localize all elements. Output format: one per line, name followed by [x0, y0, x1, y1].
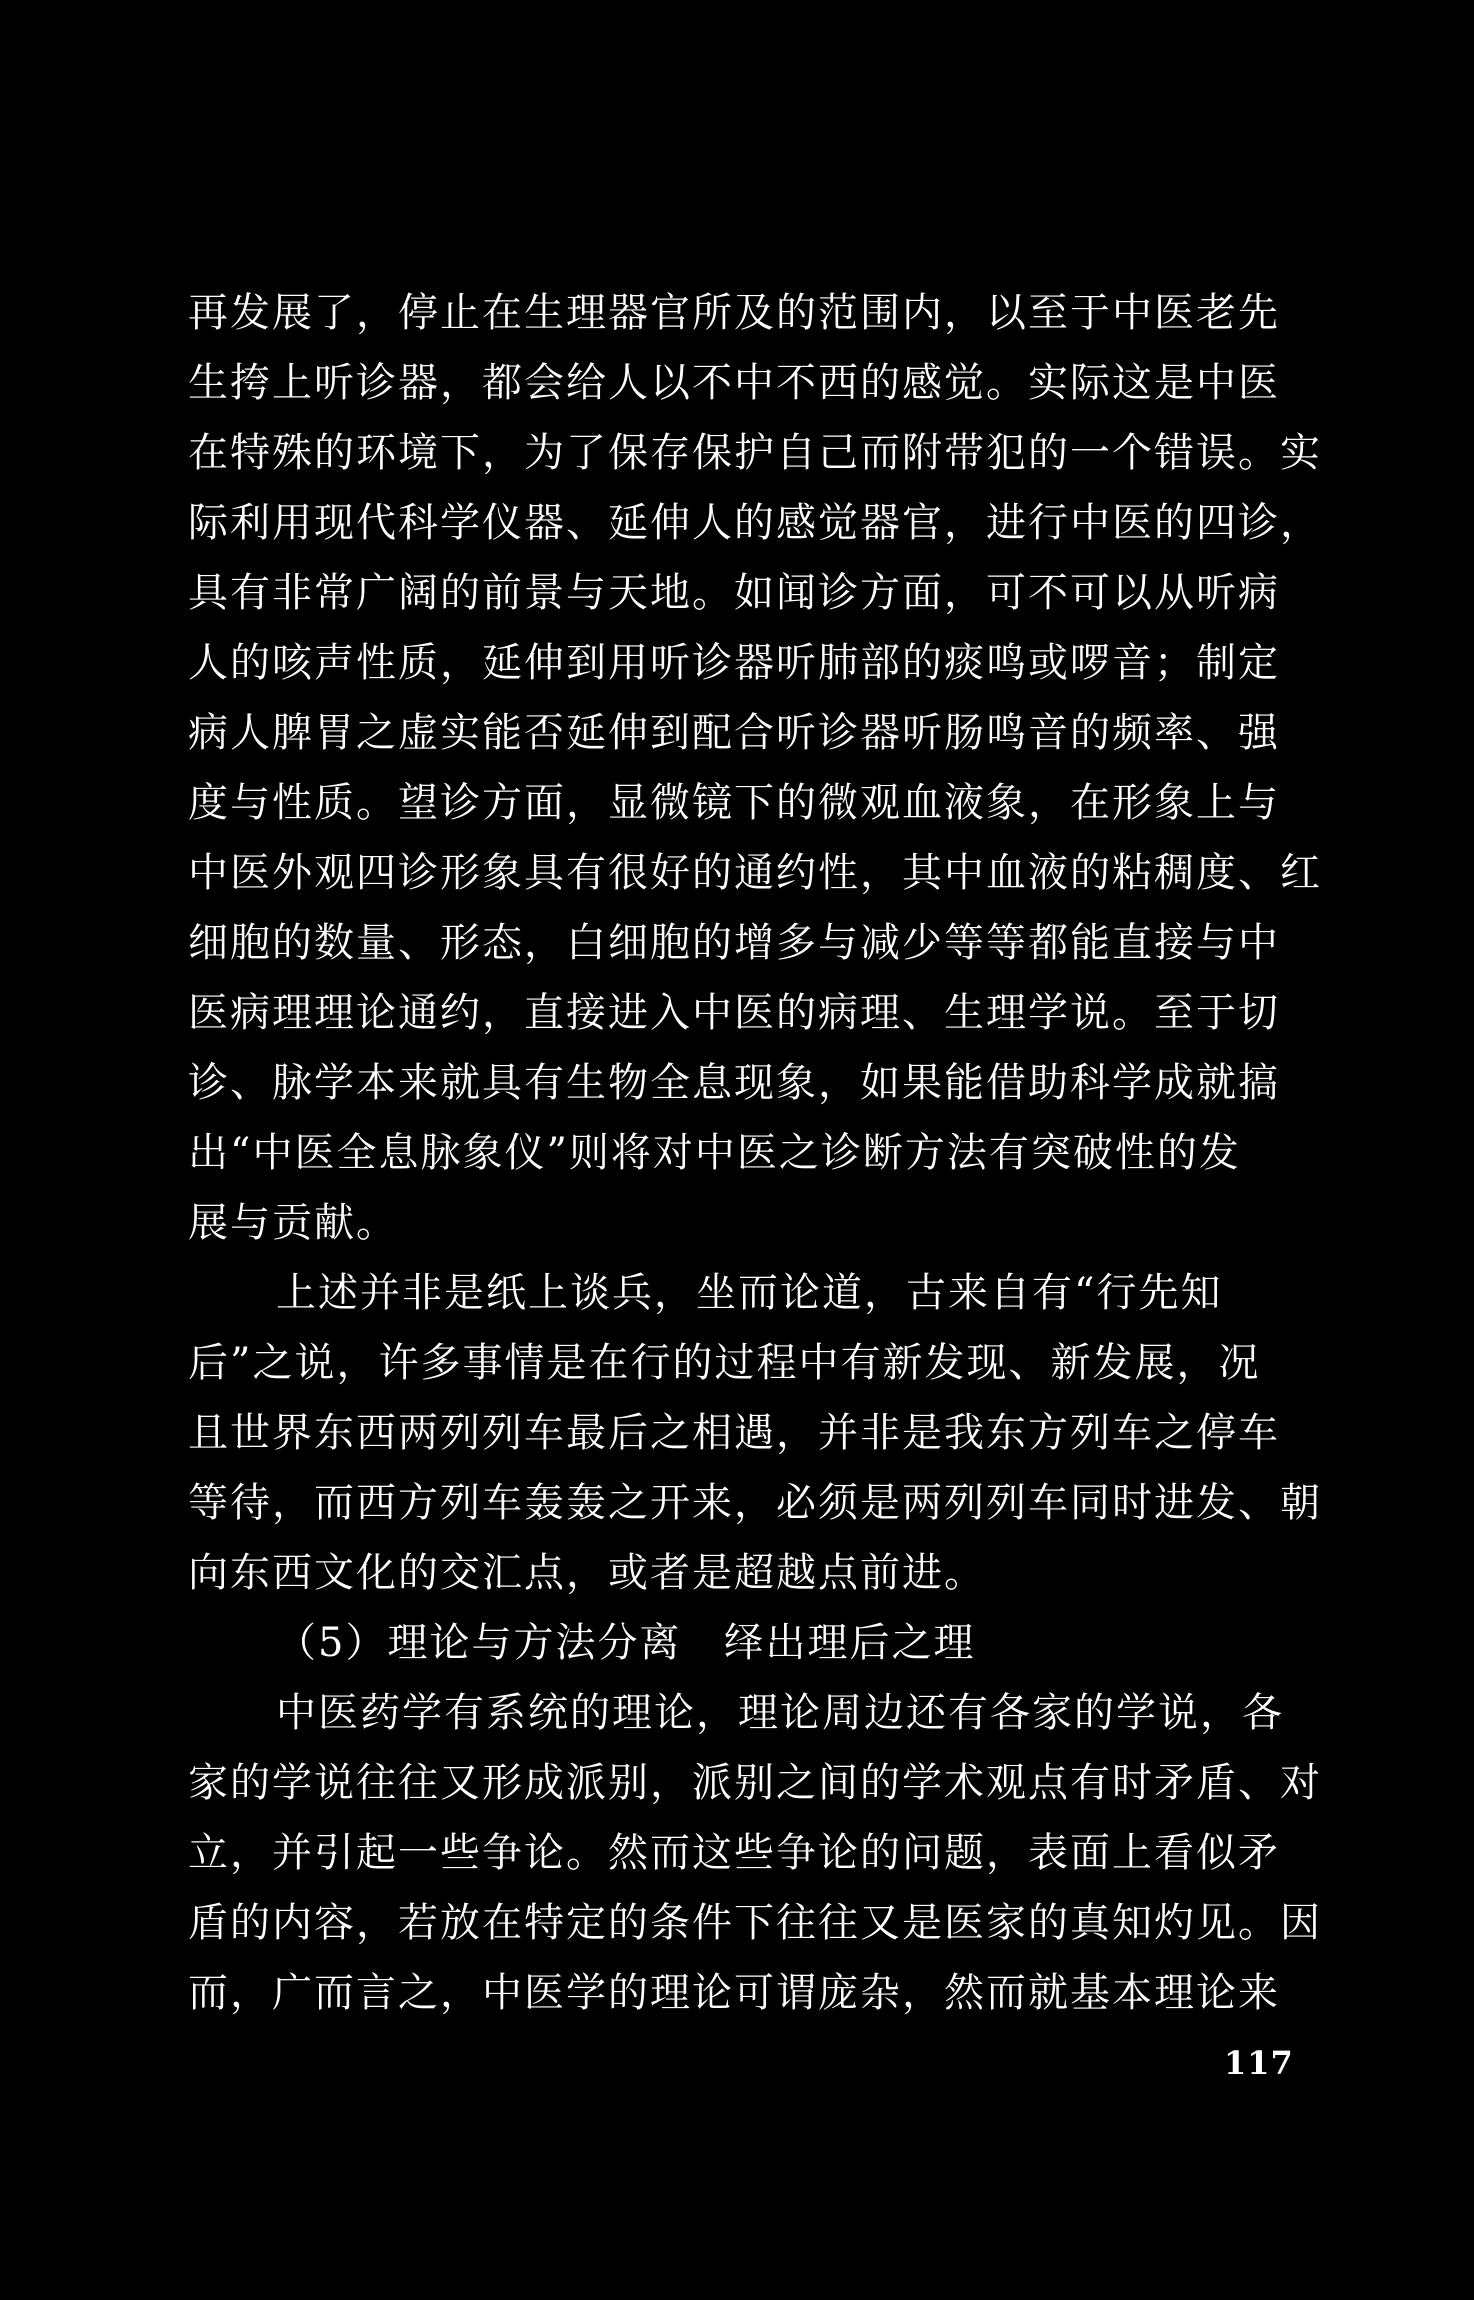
text-line: 中医外观四诊形象具有很好的通约性，其中血液的粘稠度、红 — [188, 850, 1322, 896]
text-line: 病人脾胃之虚实能否延伸到配合听诊器听肠鸣音的频率、强 — [188, 710, 1280, 756]
text-line: 后”之说，许多事情是在行的过程中有新发现、新发展，况 — [188, 1340, 1261, 1386]
text-line: 人的咳声性质，延伸到用听诊器听肺部的痰鸣或啰音；制定 — [188, 640, 1280, 686]
text-line: 向东西文化的交汇点，或者是超越点前进。 — [188, 1550, 986, 1596]
text-line: 盾的内容，若放在特定的条件下往往又是医家的真知灼见。因 — [188, 1900, 1322, 1946]
page-number: 117 — [1224, 2044, 1294, 2082]
text-line: 生挎上听诊器，都会给人以不中不西的感觉。实际这是中医 — [188, 360, 1280, 406]
section-heading: （5）理论与方法分离 绎出理后之理 — [276, 1620, 976, 1666]
text-line: 展与贡献。 — [188, 1200, 398, 1246]
text-line: 具有非常广阔的前景与天地。如闻诊方面，可不可以从听病 — [188, 570, 1280, 616]
text-line: 医病理理论通约，直接进入中医的病理、生理学说。至于切 — [188, 990, 1280, 1036]
text-line: 细胞的数量、形态，白细胞的增多与减少等等都能直接与中 — [188, 920, 1280, 966]
text-line: 际利用现代科学仪器、延伸人的感觉器官，进行中医的四诊， — [188, 500, 1322, 546]
body-text — [188, 278, 1322, 2028]
text-line: 出“中医全息脉象仪”则将对中医之诊断方法有突破性的发 — [188, 1130, 1241, 1176]
paragraph-first-line: 中医药学有系统的理论，理论周边还有各家的学说，各 — [276, 1690, 1284, 1736]
text-line: 立，并引起一些争论。然而这些争论的问题，表面上看似矛 — [188, 1830, 1280, 1876]
paragraph-first-line: 上述并非是纸上谈兵，坐而论道，古来自有“行先知 — [276, 1270, 1223, 1316]
text-line: 再发展了，停止在生理器官所及的范围内，以至于中医老先 — [188, 290, 1280, 336]
text-line: 等待，而西方列车轰轰之开来，必须是两列列车同时进发、朝 — [188, 1480, 1322, 1526]
text-line: 度与性质。望诊方面，显微镜下的微观血液象，在形象上与 — [188, 780, 1280, 826]
text-line: 在特殊的环境下，为了保存保护自己而附带犯的一个错误。实 — [188, 430, 1322, 476]
text-line: 而，广而言之，中医学的理论可谓庞杂，然而就基本理论来 — [188, 1970, 1280, 2016]
text-line: 且世界东西两列列车最后之相遇，并非是我东方列车之停车 — [188, 1410, 1280, 1456]
text-line: 诊、脉学本来就具有生物全息现象，如果能借助科学成就搞 — [188, 1060, 1280, 1106]
text-line: 家的学说往往又形成派别，派别之间的学术观点有时矛盾、对 — [188, 1760, 1322, 1806]
